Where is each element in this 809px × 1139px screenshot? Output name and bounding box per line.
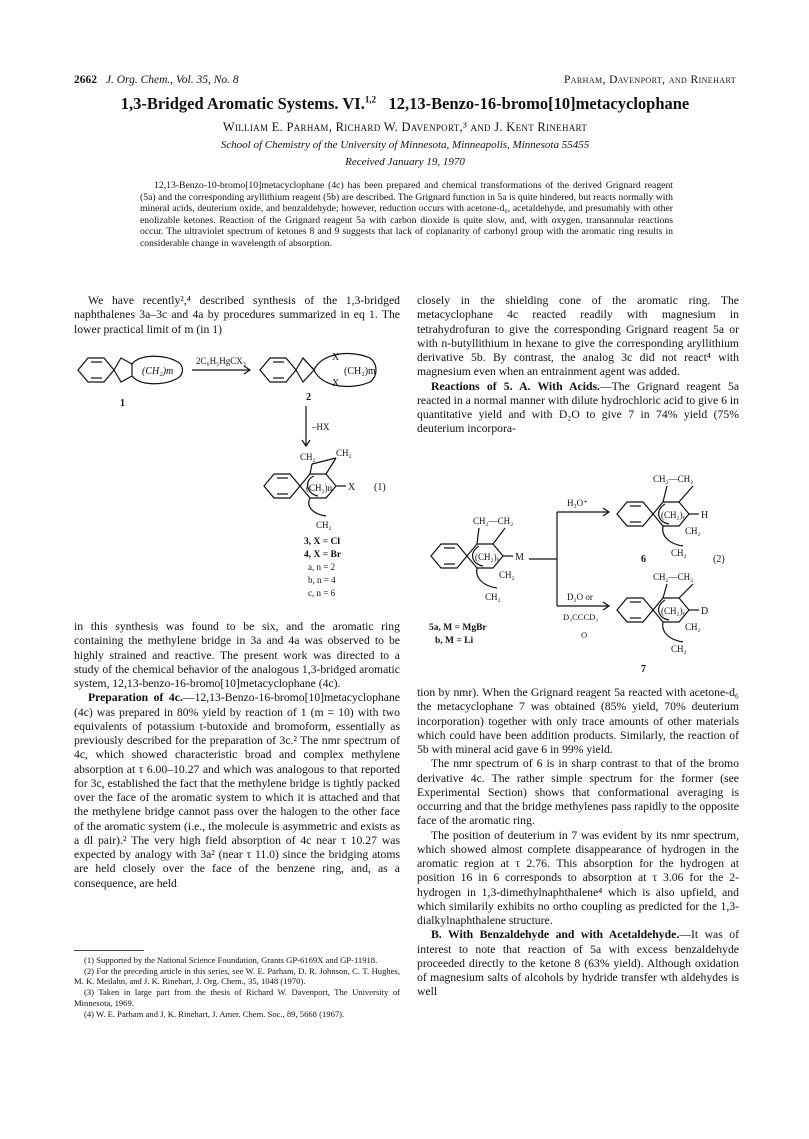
running-authors: Parham, Davenport, and Rinehart (563, 74, 736, 86)
aldehyde-text: —It was of interest to note that reaction of 5a with excess benzaldehyde proceeded directly to the ketone 8 (63% yield). Although oxidation of magnesium salts of alcohols by hydride transfer wth aldehydes is well (417, 928, 739, 999)
scheme1-ch2n-label: (CH₂)n (306, 483, 333, 493)
scheme2-ch2ch2-6: CH₂—CH₂ (653, 474, 694, 484)
right-column-body (417, 686, 739, 1000)
strain-paragraph: in this synthesis was found to be six, and the aromatic ring containing the methylene bridge in 3a and 4a was observed to be highly strained and reactive. The present work was directed to a study of the chemical behavior of the analogous 1,3-bridged aromatic system, 12,13-benzo-16-bromo[10]metacyclophane (4c). (74, 620, 400, 690)
scheme2-h: H (701, 510, 709, 521)
reaction-scheme-1 (74, 336, 400, 616)
scheme1-key-4: 4, X = Br (304, 550, 342, 560)
compound-2-label: 2 (306, 392, 311, 403)
title-footnote-ref: 1,2 (364, 94, 377, 105)
author-list: William E. Parham, Richard W. Davenport,³ and J. Kent Rinehart (222, 120, 588, 134)
aldehyde-paragraph (417, 928, 739, 999)
acids-heading: Reactions of 5. A. With Acids. (431, 379, 600, 393)
preparation-paragraph (74, 691, 400, 891)
scheme2-key-5a: 5a, M = MgBr (429, 623, 487, 633)
title-subtitle: 12,13-Benzo-16-bromo[10]metacyclophane (388, 94, 690, 113)
equation-1-number: (1) (374, 482, 386, 493)
affiliation: School of Chemistry of the University of Minnesota, Minneapolis, Minnesota 55455 (220, 139, 590, 151)
footnote-2: (2) For the preceding article in this series, see W. E. Parham, D. R. Johnson, C. T. Hughes, M. K. Meilahn, and J. K. Rinehart, J. Org. Chem., 35, 1048 (1970). (74, 965, 400, 987)
grignard-paragraph: closely in the shielding cone of the aromatic ring. The metacyclophane 4c reacted readily with magnesium in tetrahydrofuran to give the corresponding Grignard reagent 5a or with n-butyllithium in hexane to give the corresponding aryllithium derivative 5b. By contrast, the analog 3c did not react⁴ with magnesium even when an entrainment agent was added. (417, 294, 739, 379)
scheme1-ch2-top-left: CH₂ (300, 452, 316, 462)
scheme2-ch26-7: (CH₂)₆ (661, 606, 686, 616)
title-main: 1,3-Bridged Aromatic Systems. VI. (120, 94, 365, 113)
scheme2-ch2-7a: CH₂ (685, 622, 701, 632)
left-column-body (74, 620, 400, 891)
preparation-text: —12,13-Benzo-16-bromo[10]metacyclophane (4c) was prepared in 80% yield by reaction of 1 (m = 10) with two equivalents of potassium t-butoxide and bromoform, essentially as previously described for the preparation of 3c.² The nmr spectrum of 4c, which showed characteristic broad and complex methylene absorption at τ 6.00–10.27 and which was analogous to that reported for 3c, established the fact that the methylene bridge is tightly packed over the face of the aromatic system to which it is attached and that the methylene bridge cannot pass over the halogen to the other face of the aromatic system (i.e., the molecule is asymmetric and exists as a dl pair).² The very high field absorption of 4c near τ 10.27 was expected by analogy with 3a² (near τ 11.0) since the bridging atoms are held closely over the face of the benzene ring, and, as a consequence, are held (74, 691, 400, 890)
scheme1-key-a: a, n = 2 (308, 562, 336, 572)
footnote-3: (3) Taken in large part from the thesis of Richard W. Davenport, The University of Minnesota, 1969. (74, 987, 400, 1008)
scheme1-minus-hx: –HX (312, 422, 330, 432)
scheme1-ch2-bottom: CH₂ (316, 520, 332, 530)
scheme1-x-upper: X (332, 352, 340, 363)
article-title (74, 94, 736, 114)
abstract: 12,13-Benzo-10-bromo[10]metacyclophane (4c) has been prepared and chemical transformations of the derived Grignard reagent (5a) and the corresponding aryllithium reagent (5b) are described. The Grignard function in 5a is quite hindered, but reacts normally with mineral acids, deuterium oxide, and benzaldehyde; however, reduction occurs with acetone-d₆, acetaldehyde, and presumably with other enolizable ketones. Reaction of the Grignard reagent 5a with carbon dioxide is quite slow, and, with oxygen, transannular reactions occur. The ultraviolet spectrum of ketones 8 and 9 suggests that lack of coplanarity of carbonyl group with the aromatic ring results in considerable change in wavelength of absorption. (140, 180, 673, 249)
scheme1-ch2m-label: (CH₂)m (142, 366, 174, 377)
scheme2-ch2-6a: CH₂ (685, 526, 701, 536)
scheme1-reagent: 2C₆H₅HgCX₃ (196, 356, 246, 366)
scheme2-ch26-5: (CH₂)₆ (475, 552, 500, 562)
scheme2-ch2-5b: CH₂ (485, 592, 501, 602)
scheme1-key-3: 3, X = Cl (304, 537, 341, 547)
left-column-intro (74, 294, 400, 337)
footnote-rule (74, 950, 144, 951)
footnote-1: (1) Supported by the National Science Foundation, Grants GP-6169X and GP-11918. (84, 955, 378, 965)
scheme2-d: D (701, 606, 709, 617)
scheme2-key-5b: b, M = Li (435, 636, 474, 646)
footnotes (74, 955, 400, 1019)
intro-paragraph: We have recently²,⁴ described synthesis of the 1,3-bridged naphthalenes 3a–3c and 4a by procedures summarized in eq 1. The lower practical limit of m (in 1) (74, 294, 400, 336)
scheme1-ch2-top-right: CH₂ (336, 448, 352, 458)
scheme1-key-c: c, n = 6 (308, 588, 336, 598)
scheme1-ch2m-label-2: (CH₂)m (344, 366, 376, 377)
journal-citation: J. Org. Chem., Vol. 35, No. 8 (105, 74, 239, 86)
scheme2-m: M (515, 552, 524, 563)
received-date: Received January 19, 1970 (345, 156, 465, 168)
nmr-paragraph: The nmr spectrum of 6 is in sharp contrast to that of the bromo derivative 4c. The rather simple spectrum for the former (see Experimental Section) shows that conformational averaging is occurring and that the bridge methylenes pass rapidly to the opposite face of the aromatic ring. (417, 757, 739, 828)
scheme2-ch2ch2-5: CH₂—CH₂ (473, 516, 514, 526)
scheme1-key-b: b, n = 4 (308, 575, 336, 585)
reaction-scheme-2 (417, 462, 739, 680)
footnote-4: (4) W. E. Parham and J. K. Rinehart, J. Amer. Chem. Soc., 89, 5668 (1967). (84, 1008, 345, 1019)
scheme1-x-lower: X (332, 378, 340, 389)
page-number: 2662 (74, 74, 97, 86)
preparation-heading: Preparation of 4c. (88, 691, 183, 705)
scheme2-ch26-6: (CH₂)₆ (661, 510, 686, 520)
compound-1-label: 1 (120, 398, 125, 409)
aldehyde-heading: B. With Benzaldehyde and with Acetaldehyde. (431, 928, 680, 942)
compound-6-label: 6 (641, 554, 646, 565)
scheme2-ch2-5a: CH₂ (499, 570, 515, 580)
scheme2-ch2-6b: CH₂ (671, 548, 687, 558)
equation-2-number: (2) (713, 554, 725, 565)
acids-paragraph (417, 380, 739, 437)
scheme2-ch2ch2-7: CH₂—CH₂ (653, 572, 694, 582)
scheme2-acetone: D₃CCCD₃ (563, 612, 599, 622)
scheme2-d2o: D₂O or (567, 592, 593, 602)
deuterium-paragraph: The position of deuterium in 7 was evident by its nmr spectrum, which showed almost complete disappearance of hydrogen in the aromatic region at τ 2.76. This absorption for the hydrogen at position 16 in 6 corresponds to absorption at τ 3.06 for the 2-hydrogen in 1,3-dimethylnaphthalene⁴ which is also upfield, and which similarily exhibits no ortho coupling as predicted for the 1,3-dialkylnaphthalene structure. (417, 828, 739, 927)
compound-7-label: 7 (641, 664, 646, 675)
acids-text: —The Grignard reagent 5a reacted in a normal manner with dilute hydrochloric acid to give 6 in quantitative yield and with D₂O to give 7 in 74% yield (75% deuterium incorpora- (417, 379, 740, 436)
scheme2-ch2-7b: CH₂ (671, 644, 687, 654)
right-column-top (417, 294, 739, 437)
scheme2-o: O (581, 630, 588, 640)
acetone-paragraph: tion by nmr). When the Grignard reagent 5a reacted with acetone-d₆ the metacyclophane 7 was obtained (85% yield, 70% deuterium incorporation) together with only trace amounts of other materials which could have been addition products. Similarly, the reaction of 5b with mineral acid gave 6 in 99% yield. (417, 686, 739, 756)
scheme1-x-sub: X (348, 482, 356, 493)
scheme2-h3o: H₃O⁺ (567, 498, 588, 508)
